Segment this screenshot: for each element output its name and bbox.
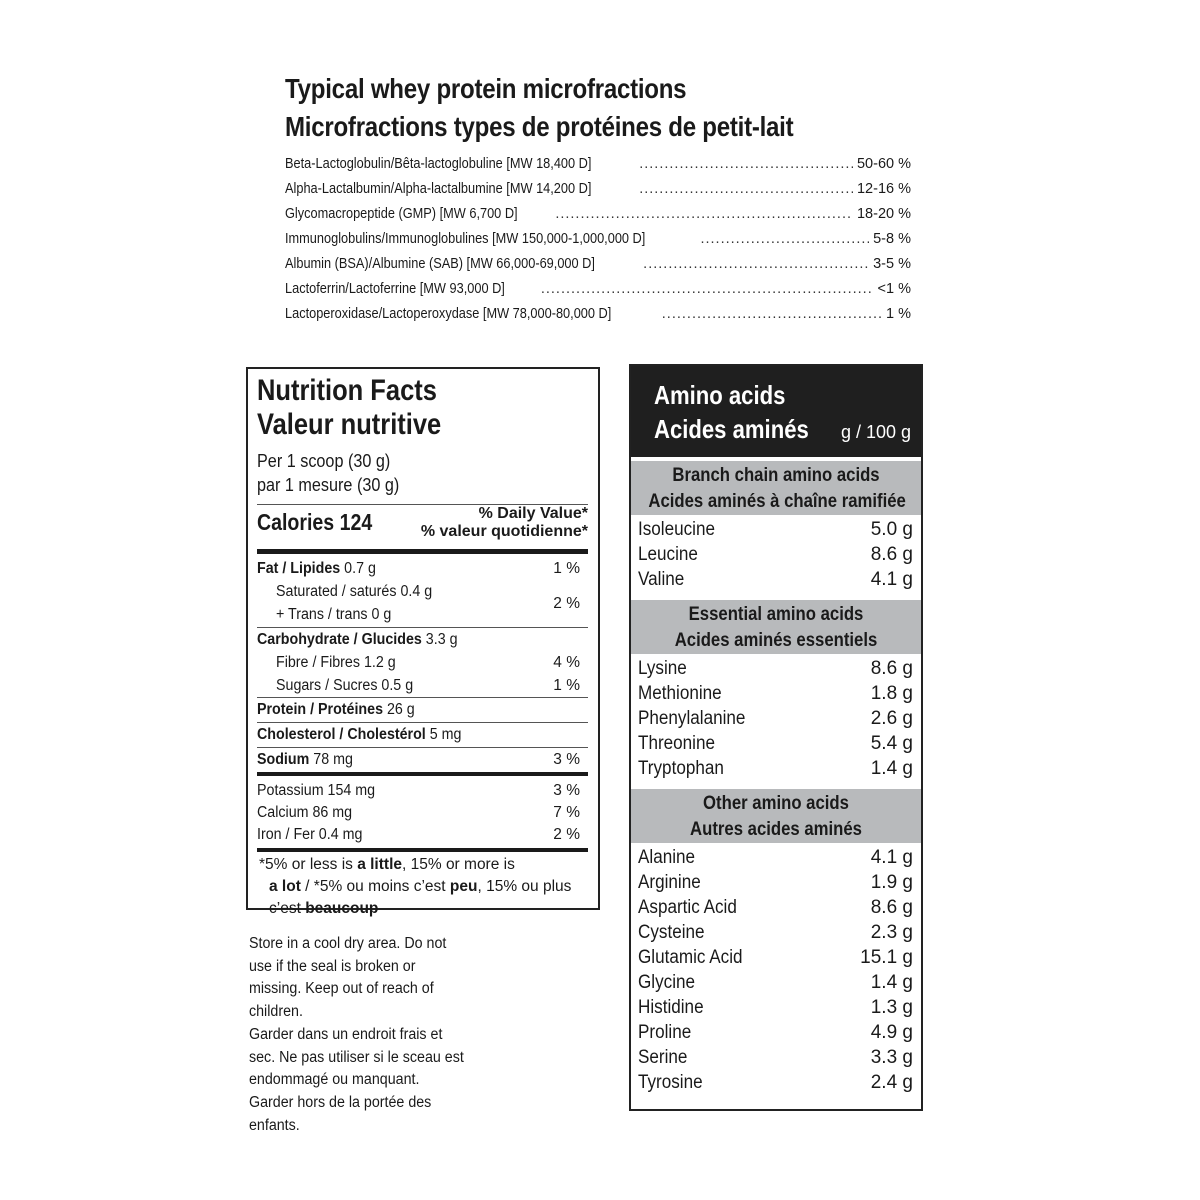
storage-line: sec. Ne pas utiliser si le sceau est [249,1048,464,1066]
sodium-label: Sodium [257,751,310,768]
amino-value: 1.8 g [870,683,913,704]
sugars-row [257,674,588,697]
storage-line: Garder hors de la portée des [249,1093,432,1111]
storage-line: Garder dans un endroit frais et [249,1025,443,1043]
calcium-row [257,802,588,824]
iron-pct: 2 % [553,826,580,843]
amino-value: 4.9 g [870,1022,913,1043]
amino-row [638,970,913,995]
amino-name: Aspartic Acid [638,897,737,918]
amino-name: Leucine [638,544,698,565]
amino-value: 1.3 g [870,997,913,1018]
amino-row [638,756,913,781]
fat-pct: 1 % [553,560,580,577]
leader-dots [639,181,853,197]
iron-label: Iron / Fer 0.4 mg [257,826,363,843]
storage-line: missing. Keep out of reach of [249,980,434,998]
nutrition-title-fr: Valeur nutritive [257,408,442,441]
amino-name: Histidine [638,997,704,1018]
microfraction-value: 3-5 % [873,256,911,272]
amino-section-title-en: Branch chain amino acids [672,465,880,486]
sugars-label: Sugars / Sucres 0.5 g [276,677,414,694]
microfraction-value: 50-60 % [856,156,911,172]
amino-row [638,870,913,895]
amino-value: 1.9 g [870,872,913,893]
amino-row [638,706,913,731]
amino-section-title-en: Other amino acids [703,793,849,814]
leader-dots [643,256,869,272]
leader-dots [662,306,882,322]
microfraction-name: Albumin (BSA)/Albumine (SAB) [MW 66,000-69,000 D] [285,256,595,272]
amino-header [631,366,921,457]
cholesterol-label: Cholesterol / Cholestérol [257,726,426,743]
calcium-label: Calcium 86 mg [257,804,353,821]
amino-value: 3.3 g [870,1047,913,1068]
amino-value: 4.1 g [870,569,913,590]
amino-value: 2.3 g [870,922,913,943]
amino-row [638,681,913,706]
calories-label: Calories 124 [257,509,373,535]
amino-row [638,895,913,920]
leader-dots [541,281,874,297]
amino-section-rows [631,843,921,1099]
amino-section-header [631,596,921,654]
amino-name: Isoleucine [638,519,716,540]
amino-value: 1.4 g [870,972,913,993]
cholesterol-row [257,723,588,747]
storage-line: children. [249,1003,303,1021]
storage-instructions [249,933,464,1137]
microfraction-name: Lactoperoxidase/Lactoperoxydase [MW 78,000-80,000 D] [285,306,612,322]
microfraction-value: <1 % [877,281,911,297]
calories-underline [257,550,399,554]
footnote-text: , 15% or more is [402,856,515,873]
amino-name: Glycine [638,972,696,993]
sugars-pct: 1 % [553,677,580,694]
amino-name: Phenylalanine [638,708,746,729]
microfraction-row [285,231,911,256]
footnote-bold: a little [357,856,402,873]
amino-value: 2.6 g [870,708,913,729]
microfractions-list [285,156,911,331]
leader-dots [700,231,869,247]
microfraction-value: 5-8 % [873,231,911,247]
amino-name: Proline [638,1022,692,1043]
microfraction-value: 18-20 % [856,206,911,222]
amino-row [638,1045,913,1070]
amino-section-header [631,457,921,515]
microfraction-row [285,181,911,206]
carb-row [257,628,588,651]
fat-amount: 0.7 g [344,560,376,577]
footnote-text: / *5% ou moins c’est [300,878,450,895]
microfraction-name: Immunoglobulins/Immunoglobulines [MW 150,000-1,000,000 D] [285,231,646,247]
amino-section-title-fr: Acides aminés essentiels [674,630,878,651]
serving-size-fr: par 1 mesure (30 g) [257,475,400,495]
leader-dots [639,156,853,172]
amino-sections [631,457,921,1099]
daily-value-footnote [257,854,588,920]
amino-name: Glutamic Acid [638,947,743,968]
potassium-pct: 3 % [553,782,580,799]
microfraction-value: 1 % [886,306,911,322]
amino-row [638,1070,913,1095]
protein-row [257,698,588,722]
leader-dots [555,206,853,222]
amino-row [638,995,913,1020]
storage-line: endommagé ou manquant. [249,1071,420,1089]
amino-name: Arginine [638,872,701,893]
trans-label: + Trans / trans 0 g [276,606,392,623]
amino-value: 8.6 g [870,897,913,918]
microfraction-row [285,256,911,281]
amino-name: Alanine [638,847,696,868]
microfraction-row [285,206,911,231]
amino-row [638,1020,913,1045]
amino-name: Tryptophan [638,758,724,779]
amino-row [638,656,913,681]
amino-row [638,567,913,592]
storage-line: use if the seal is broken or [249,957,416,975]
storage-line: Store in a cool dry area. Do not [249,935,447,952]
amino-name: Tyrosine [638,1072,703,1093]
amino-section-title-en: Essential amino acids [688,604,864,625]
fat-row [257,557,588,580]
sodium-amount: 78 mg [313,751,353,768]
sat-trans-row [257,580,588,626]
footnote-text: c’est [269,900,306,917]
amino-value: 15.1 g [860,947,913,968]
amino-value: 5.0 g [870,519,913,540]
serving-size-en: Per 1 scoop (30 g) [257,451,391,471]
potassium-label: Potassium 154 mg [257,782,376,799]
amino-section-header [631,785,921,843]
microfractions-title-fr: Microfractions types de protéines de petit-lait [285,111,794,142]
footnote-bold: beaucoup [305,900,379,917]
calories-header [257,505,588,554]
daily-value-en: % Daily Value* [478,505,588,522]
daily-value-header [421,505,588,541]
iron-row [257,824,588,846]
amino-row [638,920,913,945]
potassium-row [257,780,588,802]
amino-acids-panel [629,364,923,1111]
daily-value-fr: % valeur quotidienne* [420,523,588,540]
amino-name: Cysteine [638,922,705,943]
amino-row [638,542,913,567]
amino-value: 8.6 g [870,544,913,565]
fibre-pct: 4 % [553,654,580,671]
amino-title-fr: Acides aminés [654,414,809,444]
microfraction-value: 12-16 % [856,181,911,197]
sat-trans-pct: 2 % [553,595,580,612]
storage-line: enfants. [249,1116,300,1134]
amino-row [638,731,913,756]
fibre-row [257,651,588,674]
amino-unit: g / 100 g [840,422,911,442]
footnote-text: *5% or less is [259,856,358,873]
amino-row [638,945,913,970]
microfraction-name: Alpha-Lactalbumin/Alpha-lactalbumine [MW 14,200 D] [285,181,592,197]
microfractions-title-en: Typical whey protein microfractions [285,73,687,104]
protein-amount: 26 g [386,701,415,718]
amino-section-rows [631,515,921,596]
protein-label: Protein / Protéines [257,701,383,718]
nutrition-facts-panel [246,367,600,917]
amino-row [638,845,913,870]
amino-section-title-fr: Acides aminés à chaîne ramifiée [648,491,906,512]
fat-label: Fat / Lipides [257,560,341,577]
microfraction-row [285,281,911,306]
cholesterol-amount: 5 mg [429,726,462,743]
footnote-bold: peu [449,878,478,895]
amino-row [638,517,913,542]
amino-value: 5.4 g [870,733,913,754]
sodium-pct: 3 % [553,751,580,768]
amino-name: Threonine [638,733,716,754]
carb-amount: 3.3 g [425,631,458,648]
microfraction-row [285,306,911,331]
nutrition-title-en: Nutrition Facts [257,374,437,407]
microfraction-name: Beta-Lactoglobulin/Bêta-lactoglobuline [MW 18,400 D] [285,156,592,172]
amino-name: Serine [638,1047,688,1068]
amino-value: 2.4 g [870,1072,913,1093]
fibre-label: Fibre / Fibres 1.2 g [276,654,396,671]
microfraction-name: Lactoferrin/Lactoferrine [MW 93,000 D] [285,281,505,297]
amino-name: Lysine [638,658,687,679]
amino-value: 1.4 g [870,758,913,779]
amino-title-en: Amino acids [654,380,786,410]
amino-name: Valine [638,569,685,590]
footnote-text: , 15% ou plus [477,878,572,895]
amino-value: 8.6 g [870,658,913,679]
carb-label: Carbohydrate / Glucides [257,631,422,648]
amino-value: 4.1 g [870,847,913,868]
saturated-label: Saturated / saturés 0.4 g [276,583,433,600]
microfractions-section [285,70,911,331]
amino-section-rows [631,654,921,785]
amino-section-title-fr: Autres acides aminés [690,819,862,840]
calcium-pct: 7 % [553,804,580,821]
footnote-bold: a lot [269,878,301,895]
amino-title [654,378,809,446]
microfraction-name: Glycomacropeptide (GMP) [MW 6,700 D] [285,206,518,222]
sodium-row [257,748,588,772]
microfraction-row [285,156,911,181]
amino-name: Methionine [638,683,722,704]
